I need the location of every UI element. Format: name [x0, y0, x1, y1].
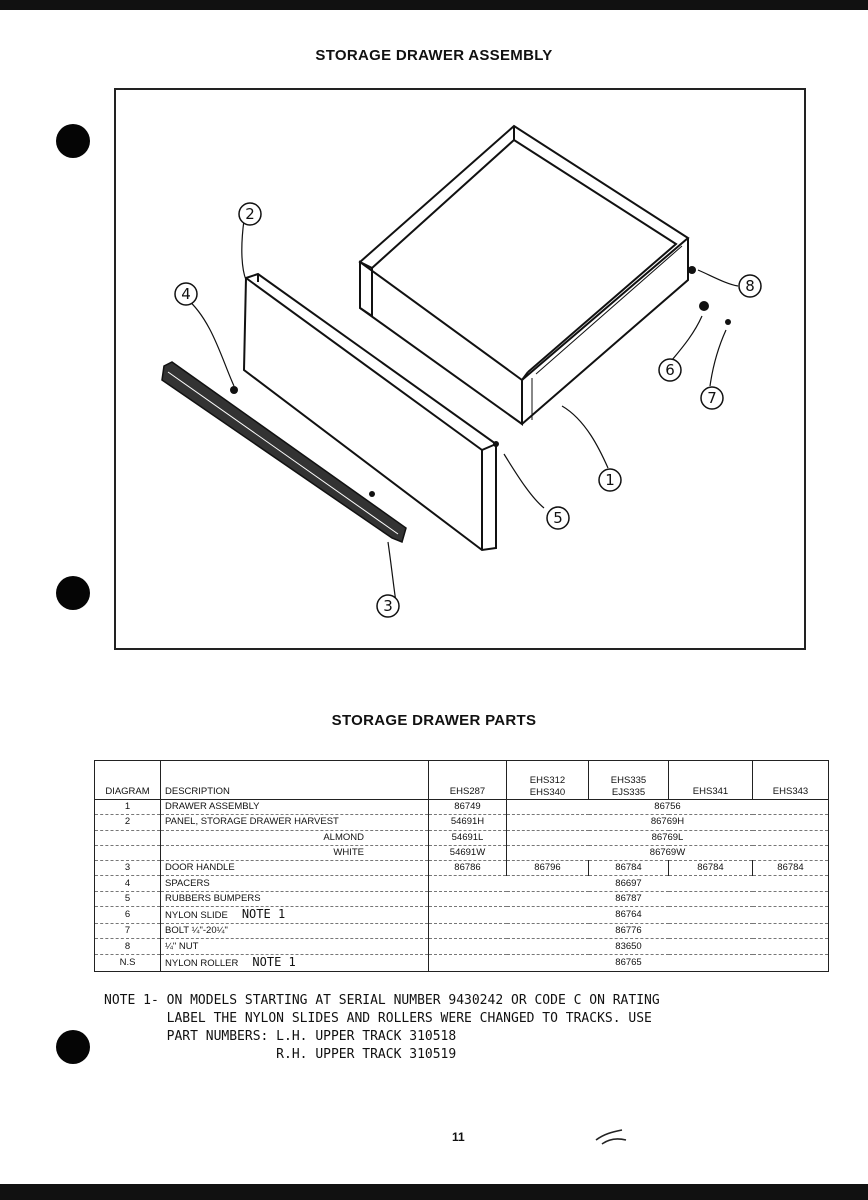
table-row: 1 DRAWER ASSEMBLY 86749 86756 [95, 800, 829, 815]
page-number: 11 [452, 1130, 465, 1144]
header-ehs341: EHS341 [669, 761, 753, 800]
parts-heading: STORAGE DRAWER PARTS [331, 712, 537, 729]
binder-hole [56, 1030, 90, 1064]
callout-marker [599, 469, 621, 491]
table-row: 5 RUBBERS BUMPERS 86787 [95, 891, 829, 906]
table-row: 8 ¼" NUT 83650 [95, 939, 829, 954]
callout-label: 3 [383, 597, 393, 615]
table-row: 7 BOLT ¼"-20¼" 86776 [95, 924, 829, 939]
exploded-diagram [114, 88, 806, 650]
callout-label: 8 [745, 277, 755, 295]
callout-label: 1 [605, 471, 615, 489]
callout-label: 6 [665, 361, 675, 379]
drawer-illustration [116, 90, 804, 648]
table-row: 4 SPACERS 86697 [95, 876, 829, 891]
binder-hole [56, 124, 90, 158]
header-ehs335: EHS335 EJS335 [589, 761, 669, 800]
scan-top-border [0, 0, 868, 10]
table-row: 6 NYLON SLIDE NOTE 1 86764 [95, 907, 829, 924]
callout-label: 5 [553, 509, 563, 527]
callout-label: 4 [181, 285, 191, 303]
handwritten-mark [592, 1126, 632, 1148]
assembly-heading: STORAGE DRAWER ASSEMBLY [315, 47, 553, 64]
callout-marker [739, 275, 761, 297]
callout-marker [175, 283, 197, 305]
note-text: NOTE 1- ON MODELS STARTING AT SERIAL NUMBER 9430242 OR CODE C ON RATING LABEL THE NYLON SLIDES AND ROLLERS WERE CHANGED TO TRACKS. USE PART NUMBERS: L.H. UPPER TRACK 310518 R.H. UPPER TRACK 310519 [104, 993, 660, 1062]
scan-bottom-border [0, 1184, 868, 1200]
table-header-row [95, 761, 829, 800]
callout-marker [659, 359, 681, 381]
header-description: DESCRIPTION [161, 761, 429, 800]
header-ehs312: EHS312 EHS340 [507, 761, 589, 800]
table-row: ALMOND 54691L 86769L [95, 830, 829, 845]
drawer-box-drawing [360, 126, 688, 424]
table-row: WHITE 54691W 86769W [95, 845, 829, 860]
callout-marker [547, 507, 569, 529]
header-ehs343: EHS343 [753, 761, 829, 800]
parts-table [94, 760, 829, 972]
header-ehs287: EHS287 [429, 761, 507, 800]
callout-marker [239, 203, 261, 225]
header-diagram: DIAGRAM [95, 761, 161, 800]
callout-marker [377, 595, 399, 617]
table-row: 2 PANEL, STORAGE DRAWER HARVEST 54691H 86769H [95, 815, 829, 830]
table-row: 3 DOOR HANDLE 86786 86796 86784 86784 86784 [95, 861, 829, 876]
binder-hole [56, 576, 90, 610]
callout-label: 7 [707, 389, 717, 407]
callout-marker [701, 387, 723, 409]
callout-label: 2 [245, 205, 255, 223]
table-row: N.S NYLON ROLLER NOTE 1 86765 [95, 954, 829, 971]
